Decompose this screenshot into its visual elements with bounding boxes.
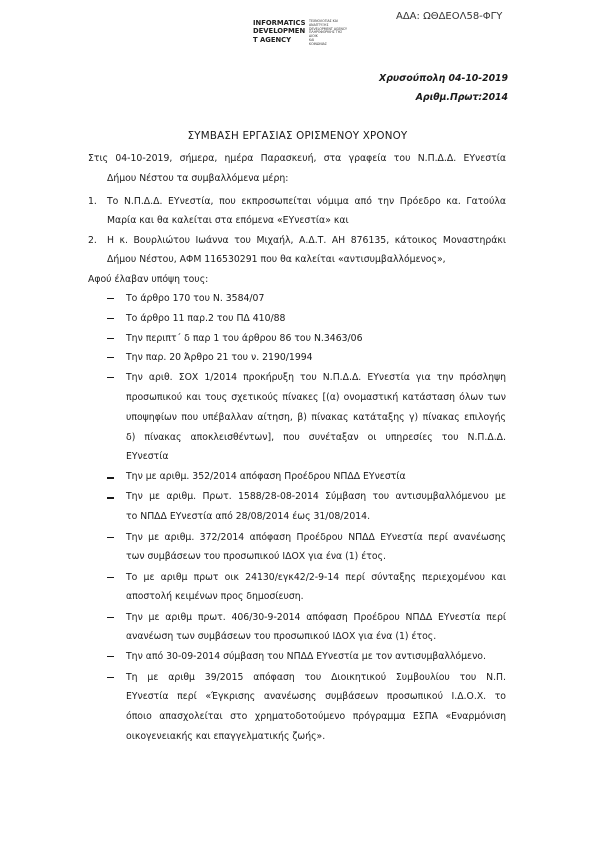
bullet-dash	[107, 617, 114, 618]
bullet-dash	[107, 338, 114, 339]
consideration-line: το ΝΠΔΔ ΕΥνεστία από 28/08/2014 έως 31/08/2014.	[126, 511, 371, 522]
bullet-dash	[107, 477, 114, 479]
logo-line: T AGENCY	[253, 35, 292, 44]
bullet-dash	[107, 298, 114, 299]
logo-small-line: ΑΝΑΠΤΥΞΗΣ	[309, 22, 329, 27]
place-date: Χρυσούπολη 04-10-2019	[379, 73, 508, 84]
consideration-line: Την με αριθμ. Πρωτ. 1588/28-08-2014 Σύμβαση του αντισυμβαλλόμενου με	[126, 491, 506, 502]
bullet-dash	[107, 656, 114, 657]
consideration-line: ΕΥνεστία	[126, 451, 169, 462]
logo-small-line: ΤΕΧΝΟΛΟΓΙΑΣ ΚΑΙ	[309, 19, 338, 23]
consideration-line: Το άρθρο 170 του Ν. 3584/07	[126, 293, 265, 304]
bullet-dash	[107, 377, 114, 378]
consideration-line: οικογενειακής και επαγγελματικής ζωής».	[126, 731, 326, 742]
consideration-line: Την με αριθμ πρωτ. 406/30-9-2014 απόφαση Προέδρου ΝΠΔΔ ΕΥνεστία περί	[126, 612, 506, 623]
consideration-line: Την αριθ. ΣΟΧ 1/2014 προκήρυξη του Ν.Π.Δ.Δ. ΕΥνεστία για την πρόσληψη	[126, 372, 506, 383]
logo-small-line: ΚΑΙ	[309, 37, 315, 42]
party-number: 1.	[88, 196, 97, 207]
consideration-line: όποιο απασχολείται στο χρηματοδοτούμενο πρόγραμμα ΕΣΠΑ «Εναρμόνιση	[126, 711, 506, 722]
consideration-line: δ) πίνακας αποκλεισθέντων], που συνέταξαν οι υπηρεσίες του Ν.Π.Δ.Δ.	[126, 432, 506, 443]
document-title: ΣΥΜΒΑΣΗ ΕΡΓΑΣΙΑΣ ΟΡΙΣΜΕΝΟΥ ΧΡΟΝΟΥ	[187, 130, 408, 142]
consideration-line: Την περιπτ΄ δ παρ 1 του άρθρου 86 του Ν.3463/06	[126, 333, 363, 344]
party-line: Μαρία και θα καλείται στα επόμενα «ΕΥνεστία» και	[107, 215, 349, 226]
bullet-dash	[107, 537, 114, 538]
consideration-line: Το άρθρο 11 παρ.2 του ΠΔ 410/88	[126, 313, 286, 324]
bullet-dash	[107, 318, 114, 319]
bullet-dash	[107, 357, 114, 358]
consideration-line: ΕΥνεστία περί «Έγκρισης ανανέωσης συμβάσεων προσωπικού Ι.Δ.Ο.Χ. το	[126, 691, 506, 702]
logo-small-line: ΠΛΗΡΟΦΟΡΙΚΗΣ ΤΗΣ	[309, 30, 343, 35]
logo-small-line: ΔΙΟΙΚ	[309, 34, 318, 39]
bullet-dash	[107, 497, 114, 499]
party-line: Η κ. Βουρλιώτου Ιωάννα του Μιχαήλ, Α.Δ.Τ. ΑΗ 876135, κάτοικος Μοναστηράκι	[107, 235, 506, 246]
logo-small-line: DEVELOPMENT AGENCY	[309, 26, 347, 31]
consideration-line: Την παρ. 20 Άρθρο 21 του ν. 2190/1994	[126, 352, 313, 363]
logo-small-text	[309, 20, 347, 47]
consideration-line: υποψηφίων που υπέβαλλαν αίτηση, β) πίνακας κατάταξης γ) πίνακας επιλογής	[126, 412, 506, 423]
consideration-line: Τη με αριθμ 39/2015 απόφαση του Διοικητικού Συμβουλίου του Ν.Π.	[126, 672, 506, 683]
agency-logo	[253, 19, 375, 53]
logo-line: INFORMATICS	[253, 19, 306, 27]
party-line: Το Ν.Π.Δ.Δ. ΕΥνεστία, που εκπροσωπείται νόμιμα από την Πρόεδρο κα. Γατούλα	[107, 196, 506, 207]
intro-line: Στις 04-10-2019, σήμερα, ημέρα Παρασκευή, στα γραφεία του Ν.Π.Δ.Δ. ΕΥνεστία	[88, 153, 506, 164]
intro-line: Δήμου Νέστου τα συμβαλλόμενα μέρη:	[107, 173, 289, 184]
logo-text	[253, 19, 306, 44]
consideration-line: των συμβάσεων του προσωπικού ΙΔΟΧ για ένα (1) έτος.	[126, 551, 386, 562]
party-number: 2.	[88, 235, 97, 246]
party-line: Δήμου Νέστου, ΑΦΜ 116530291 που θα καλείται «αντισυμβαλλόμενος»,	[107, 254, 446, 265]
ada-code: ΑΔΑ: ΩΘΔΕΟΛ58-ΦΓΥ	[396, 11, 503, 22]
consideration-line: ανανέωση των συμβάσεων του προσωπικού ΙΔΟΧ για ένα (1) έτος.	[126, 631, 437, 642]
logo-line: DEVELOPMEN	[253, 27, 306, 36]
bullet-dash	[107, 677, 114, 678]
consideration-line: Την από 30-09-2014 σύμβαση του ΝΠΔΔ ΕΥνεστία με τον αντισυμβαλλόμενο.	[126, 651, 486, 662]
having-seen-heading: Αφού έλαβαν υπόψη τους:	[88, 274, 209, 285]
consideration-line: Την με αριθμ. 372/2014 απόφαση Προέδρου ΝΠΔΔ ΕΥνεστία περί ανανέωσης	[126, 532, 506, 543]
logo-small-line: ΚΟΙΝΩΝΙΑΣ	[309, 41, 327, 46]
consideration-line: αποστολή κειμένων προς δημοσίευση.	[126, 591, 304, 602]
consideration-line: προσωπικού και τους σχετικούς πίνακες [(α) ονομαστική κατάσταση όλων των	[126, 392, 506, 403]
bullet-dash	[107, 577, 114, 578]
consideration-line: Την με αριθμ. 352/2014 απόφαση Προέδρου ΝΠΔΔ ΕΥνεστία	[126, 471, 406, 482]
protocol-number: Αριθμ.Πρωτ:2014	[415, 92, 508, 103]
consideration-line: Το με αριθμ πρωτ οικ 24130/εγκ42/2-9-14 περί σύνταξης περιεχομένου και	[126, 572, 506, 583]
